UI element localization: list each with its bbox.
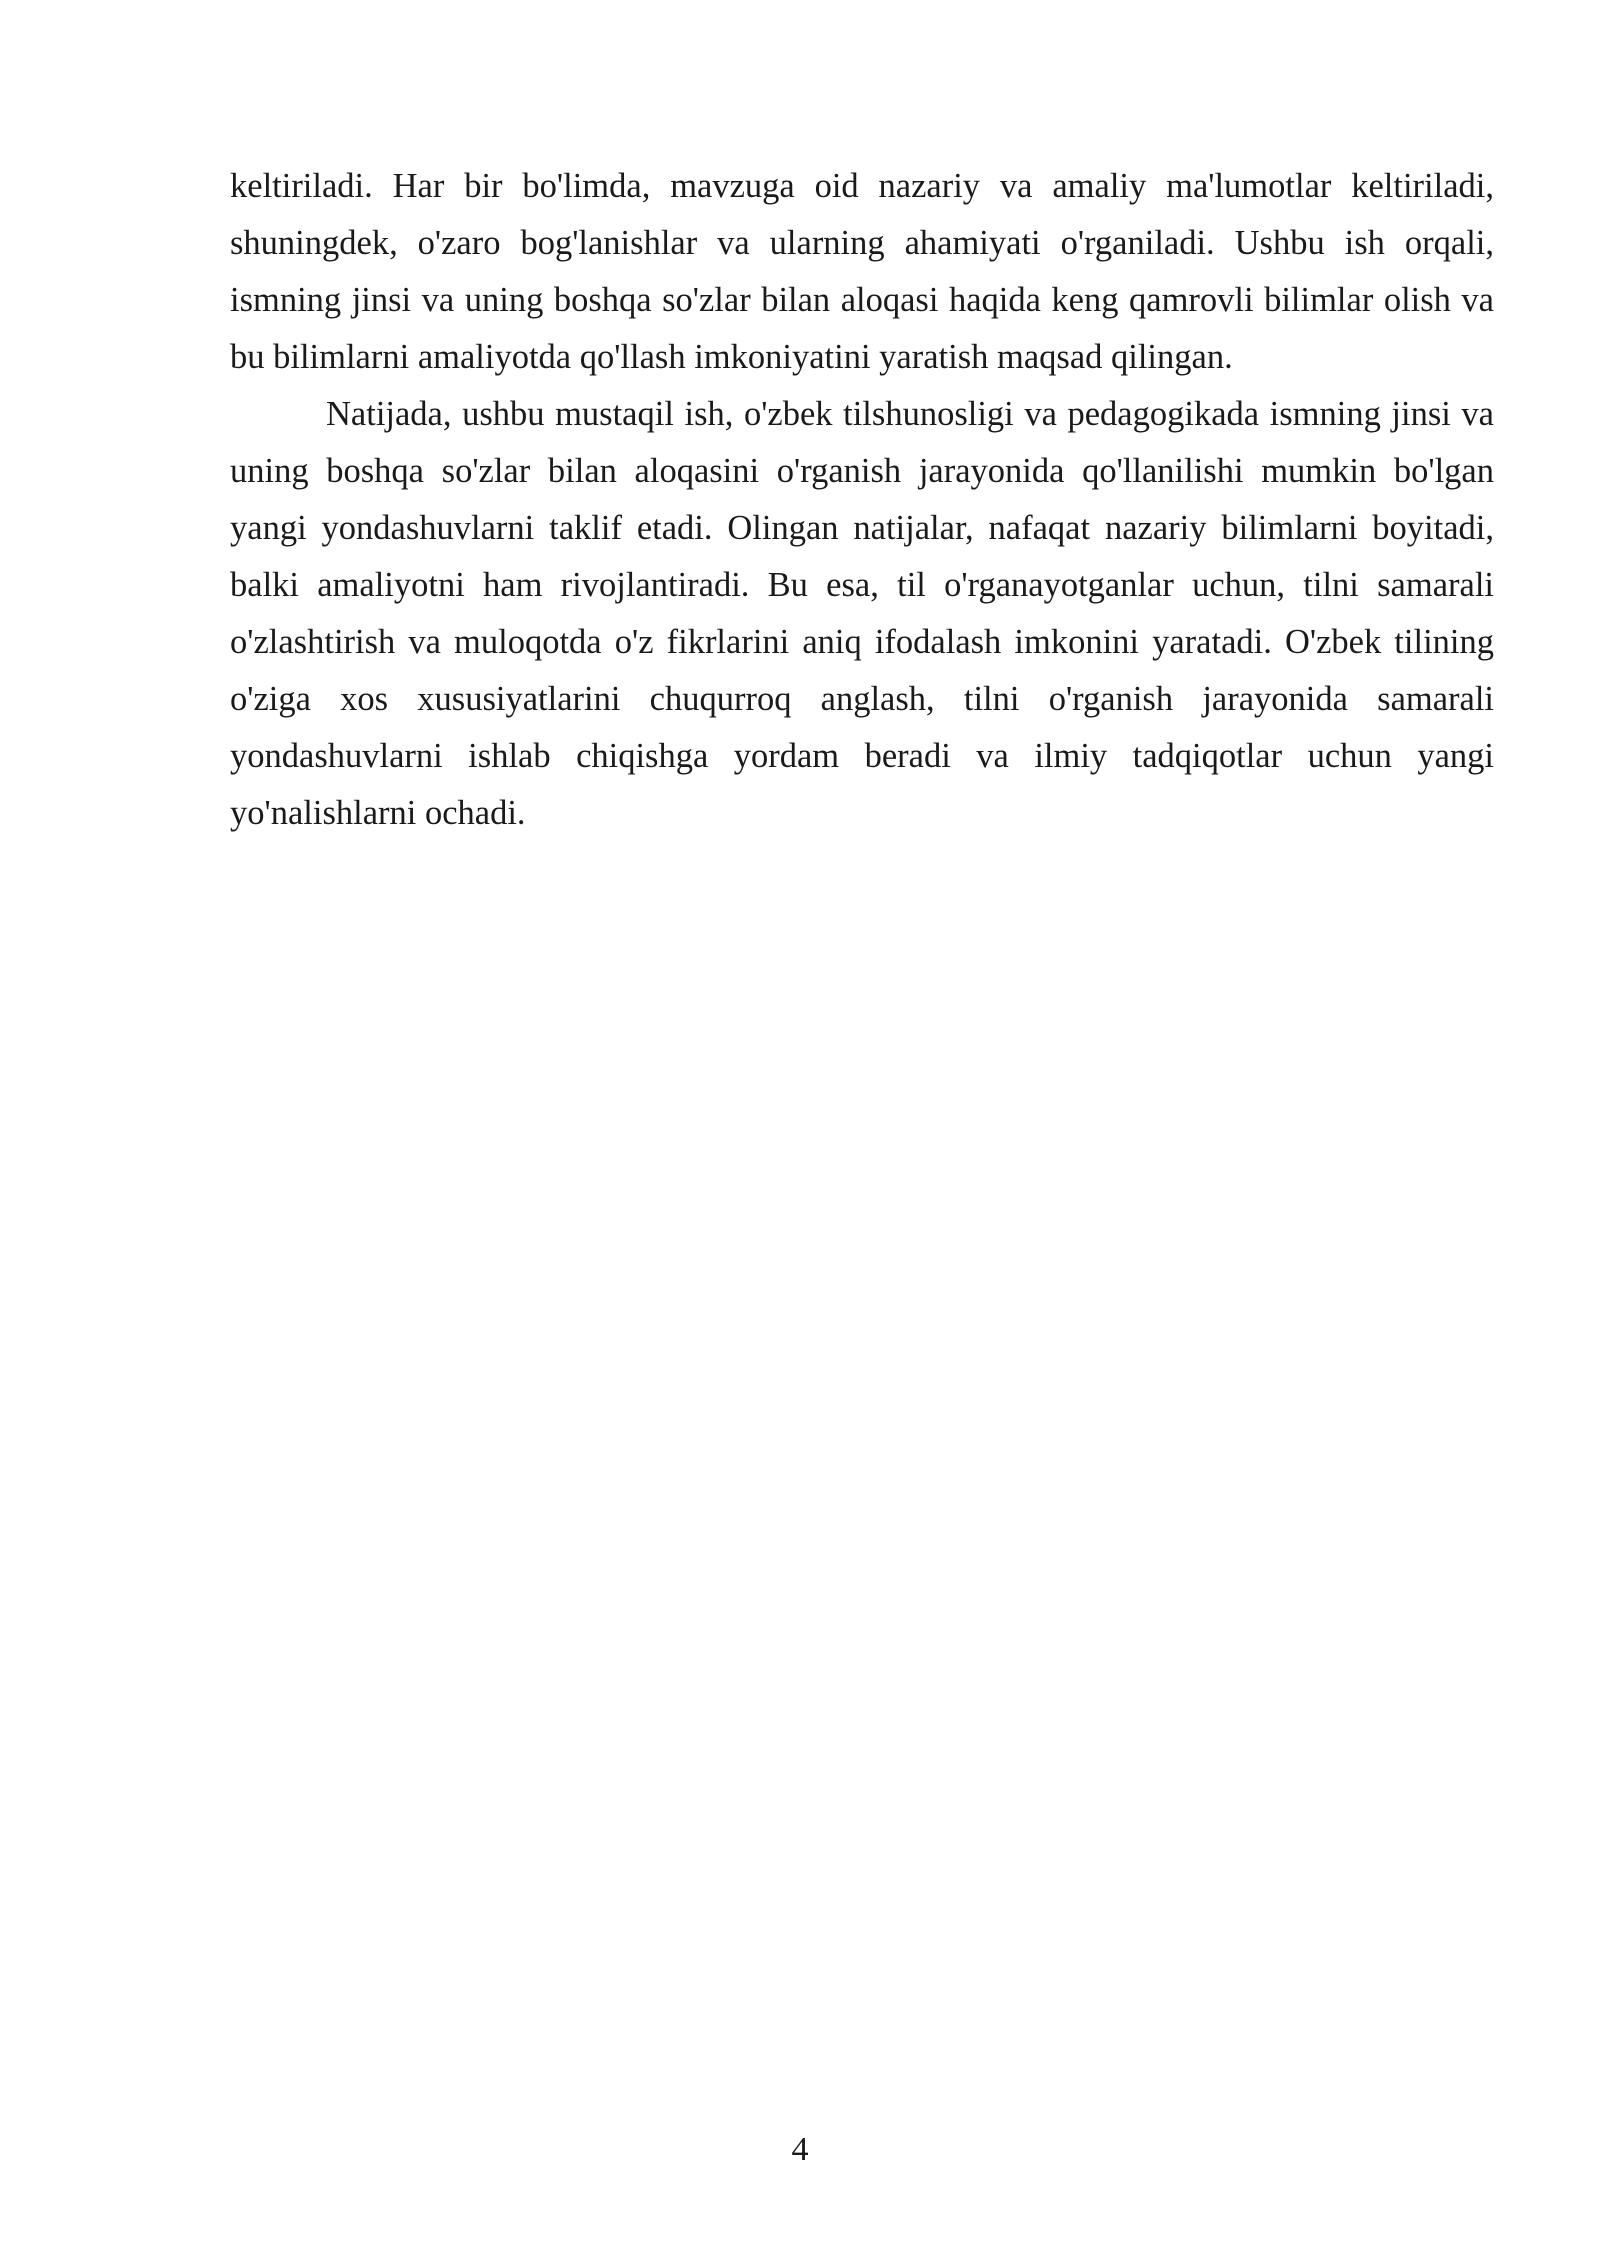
paragraph-continuation: keltiriladi. Har bir bo'limda, mavzuga oid nazariy va amaliy ma'lumotlar keltiriladi, shuningdek, o'zaro bog'lanishlar va ularning ahamiyati o'rganiladi. Ushbu ish orqali, ismning jinsi va uning boshqa so'zlar bilan aloqasi haqida keng qamrovli bilimlar olish va bu bilimlarni amaliyotda qo'llash imkoniyatini yaratish maqsad qilingan.: [230, 167, 1494, 376]
body-text: [230, 158, 1494, 842]
paragraph-conclusion: Natijada, ushbu mustaqil ish, o'zbek tilshunosligi va pedagogikada ismning jinsi va uning boshqa so'zlar bilan aloqasini o'rganish jarayonida qo'llanilishi mumkin bo'lgan yangi yondashuvlarni taklif etadi. Olingan natijalar, nafaqat nazariy bilimlarni boyitadi, balki amaliyotni ham rivojlantiradi. Bu esa, til o'rganayotganlar uchun, tilni samarali o'zlashtirish va muloqotda o'z fikrlarini aniq ifodalash imkonini yaratadi. O'zbek tilining o'ziga xos xususiyatlarini chuqurroq anglash, tilni o'rganish jarayonida samarali yondashuvlarni ishlab chiqishga yordam beradi va ilmiy tadqiqotlar uchun yangi yo'nalishlarni ochadi.: [230, 395, 1494, 832]
page-number: 4: [791, 2131, 809, 2168]
